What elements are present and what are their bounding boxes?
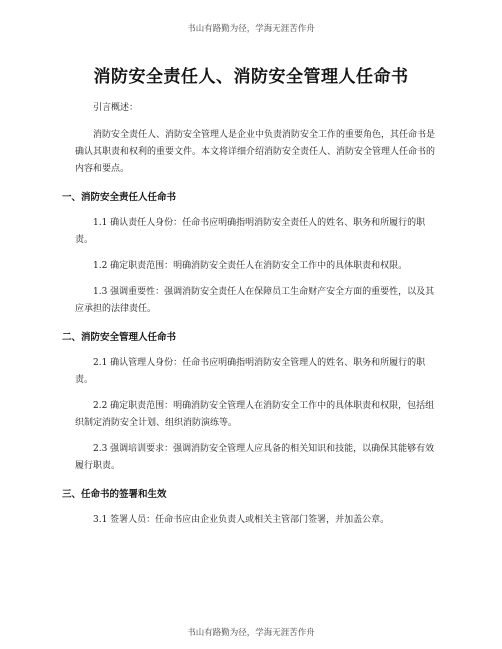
document-body	[62, 100, 436, 529]
page-header-motto: 书山有路勤为径，学海无涯苦作舟	[187, 24, 315, 34]
section-heading-3: 三、任命书的签署和生效	[62, 489, 167, 500]
section-heading-2: 二、消防安全管理人任命书	[62, 332, 177, 343]
document-title: 消防安全责任人、消防安全管理人任命书	[93, 67, 409, 87]
section-2-item-2: 2.2 确定职责范围：明确消防安全管理人在消防安全工作中的具体职责和权限，包括组织制定消防安全计划、组织消防演练等。	[75, 401, 435, 428]
intro-paragraph: 消防安全责任人、消防安全管理人是企业中负责消防安全工作的重要角色，其任命书是确认其职责和权利的重要文件。本文将详细介绍消防安全责任人、消防安全管理人任命书的内容和要点。	[75, 130, 436, 174]
intro-label: 引言概述：	[93, 103, 139, 113]
section-2-item-3: 2.3 强调培训要求：强调消防安全管理人应具备的相关知识和技能，以确保其能够有效履行职责。	[75, 444, 435, 471]
section-1-item-2: 1.2 确定职责范围：明确消防安全责任人在消防安全工作中的具体职责和权限。	[93, 261, 408, 271]
page-footer-motto: 书山有路勤为径，学海无涯苦作舟	[187, 628, 315, 638]
section-heading-1: 一、消防安全责任人任命书	[62, 192, 177, 203]
section-3-item-1: 3.1 签署人员：任命书应由企业负责人或相关主管部门签署，并加盖公章。	[93, 515, 390, 525]
section-2-item-1: 2.1 确认管理人身份：任命书应明确指明消防安全管理人的姓名、职务和所履行的职责。	[75, 358, 426, 385]
section-1-item-3: 1.3 强调重要性：强调消防安全责任人在保障员工生命财产安全方面的重要性，以及其应承担的法律责任。	[75, 287, 435, 314]
section-1-item-1: 1.1 确认责任人身份：任命书应明确指明消防安全责任人的姓名、职务和所履行的职责。	[75, 218, 426, 245]
